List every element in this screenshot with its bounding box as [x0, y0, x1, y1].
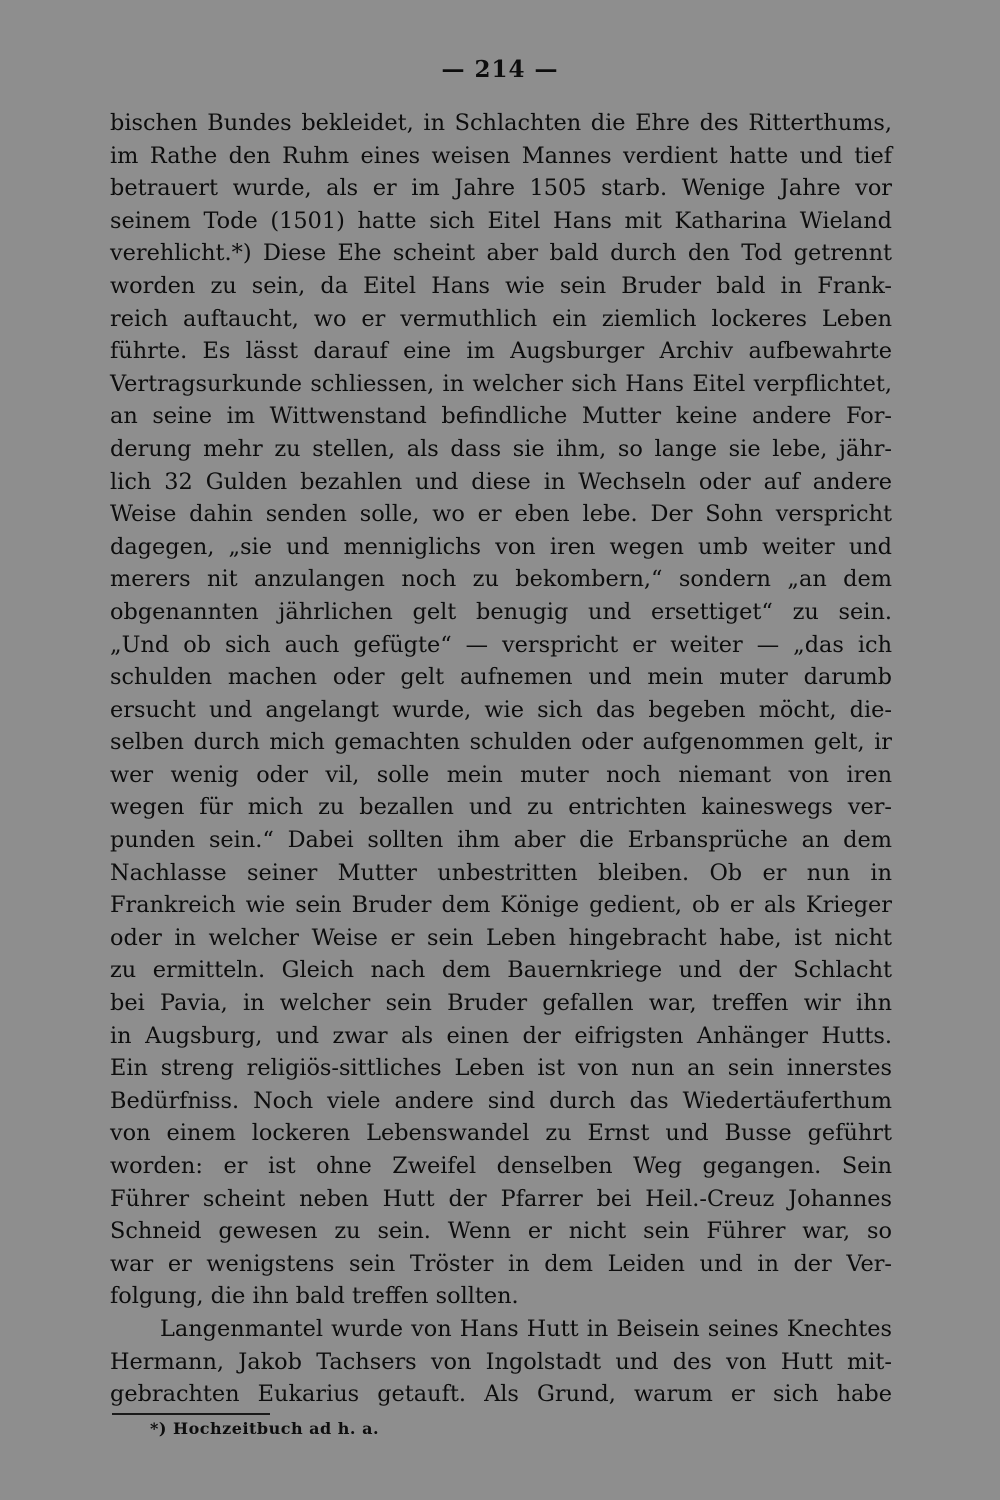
text-line: wer wenig oder vil, solle mein muter noch niemant von iren	[110, 761, 892, 788]
text-line: an seine im Wittwenstand befindliche Mutter keine andere For-	[110, 403, 892, 430]
footnote: *) Hochzeitbuch ad h. a.	[150, 1419, 380, 1438]
text-line: „Und ob sich auch gefügte“ — verspricht er weiter — „das ich	[110, 631, 892, 658]
body-text	[110, 107, 892, 1411]
text-line: obgenannten jährlichen gelt benugig und ersettiget“ zu sein.	[110, 598, 892, 625]
text-line: worden zu sein, da Eitel Hans wie sein Bruder bald in Frank-	[110, 272, 892, 299]
text-line: Frankreich wie sein Bruder dem Könige gedient, ob er als Krieger	[110, 892, 892, 919]
text-line: gebrachten Eukarius getauft. Als Grund, warum er sich habe	[110, 1381, 892, 1408]
text-line: war er wenigstens sein Tröster in dem Leiden und in der Ver-	[110, 1250, 892, 1277]
text-line: verehlicht.*) Diese Ehe scheint aber bald durch den Tod getrennt	[110, 240, 892, 267]
text-line: bei Pavia, in welcher sein Bruder gefallen war, treffen wir ihn	[110, 990, 892, 1017]
page-number: — 214 —	[441, 56, 559, 83]
text-line: im Rathe den Ruhm eines weisen Mannes verdient hatte und tief	[110, 142, 892, 169]
text-line: punden sein.“ Dabei sollten ihm aber die Erbansprüche an dem	[110, 827, 892, 854]
text-line: Nachlasse seiner Mutter unbestritten bleiben. Ob er nun in	[110, 859, 892, 886]
text-line: bischen Bundes bekleidet, in Schlachten die Ehre des Ritterthums,	[110, 110, 892, 136]
text-line: schulden machen oder gelt aufnemen und mein muter darumb	[110, 664, 892, 691]
text-line: Ein streng religiös-sittliches Leben ist von nun an sein innerstes	[110, 1055, 892, 1082]
text-line: worden: er ist ohne Zweifel denselben Weg gegangen. Sein	[110, 1153, 892, 1179]
text-line: Vertragsurkunde schliessen, in welcher sich Hans Eitel verpflichtet,	[110, 370, 892, 397]
text-line: merers nit anzulangen noch zu bekombern,“ sondern „an dem	[110, 566, 892, 593]
text-line: Schneid gewesen zu sein. Wenn er nicht sein Führer war, so	[110, 1218, 892, 1245]
text-line: führte. Es lässt darauf eine im Augsburger Archiv aufbewahrte	[110, 338, 892, 365]
text-line: Weise dahin senden solle, wo er eben lebe. Der Sohn verspricht	[110, 501, 892, 528]
text-line: derung mehr zu stellen, als dass sie ihm, so lange sie lebe, jähr-	[110, 435, 892, 462]
text-line: Langenmantel wurde von Hans Hutt in Beisein seines Knechtes	[160, 1315, 892, 1342]
text-line: wegen für mich zu bezallen und zu entrichten kaineswegs ver-	[110, 794, 892, 821]
text-line: ersucht und angelangt wurde, wie sich das begeben möcht, die-	[110, 696, 892, 723]
text-line: zu ermitteln. Gleich nach dem Bauernkriege und der Schlacht	[110, 957, 892, 984]
text-line: selben durch mich gemachten schulden oder aufgenommen gelt, ir	[110, 729, 892, 756]
text-line: reich auftaucht, wo er vermuthlich ein ziemlich lockeres Leben	[110, 305, 892, 332]
text-line: seinem Tode (1501) hatte sich Eitel Hans mit Katharina Wieland	[110, 207, 892, 234]
text-line: folgung, die ihn bald treffen sollten.	[110, 1283, 519, 1310]
text-line: Führer scheint neben Hutt der Pfarrer bei Heil.-Creuz Johannes	[110, 1185, 892, 1212]
text-line: Hermann, Jakob Tachsers von Ingolstadt und des von Hutt mit-	[110, 1348, 892, 1375]
footnote-divider	[112, 1413, 270, 1415]
text-line: in Augsburg, und zwar als einen der eifrigsten Anhänger Hutts.	[110, 1022, 892, 1049]
text-line: oder in welcher Weise er sein Leben hingebracht habe, ist nicht	[110, 924, 892, 951]
text-line: von einem lockeren Lebenswandel zu Ernst und Busse geführt	[110, 1120, 892, 1147]
text-line: dagegen, „sie und menniglichs von iren wegen umb weiter und	[110, 533, 892, 560]
text-line: Bedürfniss. Noch viele andere sind durch das Wiedertäuferthum	[110, 1087, 892, 1114]
text-line: lich 32 Gulden bezahlen und diese in Wechseln oder auf andere	[110, 468, 892, 495]
text-line: betrauert wurde, als er im Jahre 1505 starb. Wenige Jahre vor	[110, 175, 892, 202]
